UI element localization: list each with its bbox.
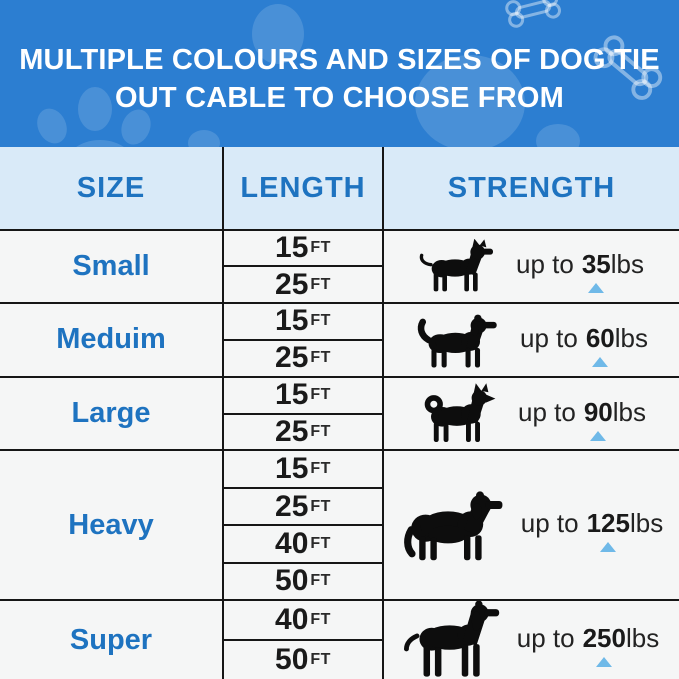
length-unit: FT — [310, 534, 331, 552]
length-value: 15 — [275, 231, 309, 265]
length-cell — [224, 378, 382, 415]
size-label: Meduim — [56, 323, 166, 356]
length-cell — [224, 601, 382, 641]
table-row — [0, 451, 679, 601]
banner-title — [0, 0, 679, 147]
length-value: 25 — [275, 267, 309, 301]
banner-title-line2: OUT CABLE TO CHOOSE FROM — [115, 81, 564, 114]
strength-number-wrap — [583, 623, 626, 657]
length-cell — [224, 304, 382, 341]
length-unit: FT — [310, 386, 331, 404]
length-cell — [224, 489, 382, 526]
table-row — [0, 601, 679, 679]
setter-dog-icon — [404, 601, 500, 679]
length-unit: FT — [310, 349, 331, 367]
strength-value: 250 — [582, 623, 626, 653]
length-value: 50 — [275, 643, 309, 676]
strength-unit: lbs — [610, 249, 644, 280]
strength-prefix: up to — [518, 396, 576, 427]
pitbull-dog-icon — [419, 239, 499, 293]
length-unit: FT — [310, 460, 331, 478]
banner — [0, 0, 679, 147]
length-unit: FT — [310, 239, 331, 257]
strength-text — [518, 397, 646, 431]
mountain-dog-icon — [400, 488, 504, 562]
table-row — [0, 378, 679, 452]
size-label: Heavy — [68, 508, 154, 541]
length-value: 40 — [275, 526, 309, 560]
column-header-strength: STRENGTH — [447, 171, 616, 204]
length-unit: FT — [310, 611, 331, 628]
length-cell — [224, 641, 382, 679]
length-cell-stack — [222, 378, 384, 450]
length-cell — [224, 526, 382, 563]
length-cell — [224, 231, 382, 267]
length-unit: FT — [310, 497, 331, 515]
strength-value: 125 — [586, 508, 630, 539]
size-label: Super — [69, 623, 153, 656]
length-unit: FT — [310, 651, 331, 668]
strength-cell — [384, 451, 679, 599]
length-cell — [224, 415, 382, 450]
strength-number-wrap — [584, 397, 613, 431]
strength-text — [520, 323, 648, 357]
length-cell — [224, 564, 382, 599]
length-unit: FT — [310, 312, 331, 330]
strength-unit: lbs — [612, 396, 646, 427]
strength-number-wrap — [586, 323, 615, 357]
length-value: 25 — [275, 489, 309, 523]
column-header-size: SIZE — [76, 171, 146, 204]
length-value: 25 — [275, 341, 309, 375]
length-value: 15 — [275, 452, 309, 486]
retriever-dog-icon — [415, 311, 503, 369]
strength-unit: lbs — [614, 322, 648, 353]
length-value: 40 — [275, 603, 309, 636]
length-value: 15 — [275, 304, 309, 338]
spitz-dog-icon — [417, 383, 501, 445]
strength-text — [521, 508, 663, 542]
strength-value: 60 — [585, 322, 615, 353]
strength-cell — [384, 304, 679, 376]
strength-prefix: up to — [516, 249, 574, 280]
length-unit: FT — [310, 275, 331, 293]
strength-number-wrap — [587, 508, 630, 542]
strength-number-wrap — [582, 249, 611, 283]
length-cell — [224, 267, 382, 301]
table-header-row — [0, 147, 679, 231]
strength-prefix: up to — [520, 322, 578, 353]
length-cell-stack — [222, 231, 384, 302]
length-cell-stack — [222, 451, 384, 599]
length-unit: FT — [310, 572, 331, 590]
strength-cell — [384, 601, 679, 679]
strength-value: 90 — [583, 396, 613, 427]
table-body — [0, 231, 679, 679]
table-row — [0, 231, 679, 304]
strength-cell — [384, 378, 679, 450]
table-row — [0, 304, 679, 378]
strength-prefix: up to — [520, 508, 579, 539]
length-value: 15 — [275, 378, 309, 412]
size-label: Large — [71, 397, 151, 430]
length-value: 25 — [275, 415, 309, 448]
length-cell-stack — [222, 601, 384, 679]
strength-cell — [384, 231, 679, 302]
length-unit: FT — [310, 423, 331, 440]
strength-prefix: up to — [516, 623, 575, 653]
length-cell — [224, 341, 382, 376]
strength-unit: lbs — [629, 508, 664, 539]
strength-text — [517, 623, 659, 657]
length-cell-stack — [222, 304, 384, 376]
strength-text — [516, 249, 644, 283]
strength-value: 35 — [581, 249, 611, 280]
strength-unit: lbs — [625, 623, 660, 653]
banner-title-line1: MULTIPLE COLOURS AND SIZES OF DOG TIE — [19, 43, 660, 76]
length-value: 50 — [275, 564, 309, 598]
size-label: Small — [72, 249, 150, 282]
column-header-length: LENGTH — [222, 147, 384, 229]
length-cell — [224, 451, 382, 488]
